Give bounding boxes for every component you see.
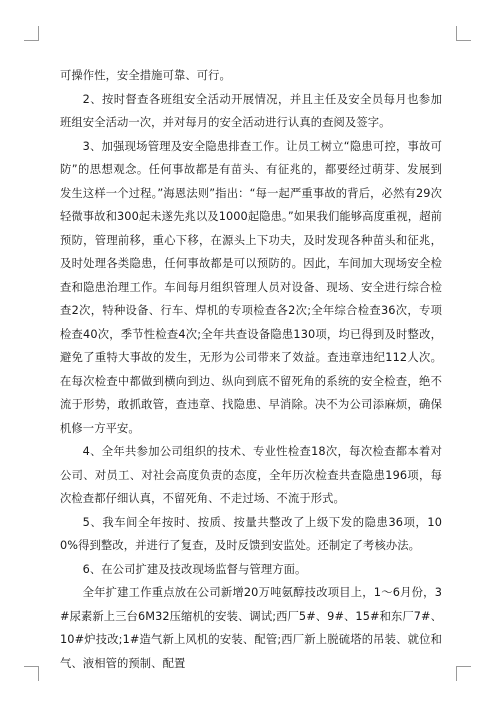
crop-mark-bottom-left	[24, 666, 39, 681]
paragraph-item-4: 4、全年共参加公司组织的技术、专业性检查18次，每次检查都本着对公司、对员工、对社会高度负责的态度，全年历次检查共查隐患196项，每次检查都仔细认真，不留死角、不走过场、不流于形式。	[60, 445, 442, 505]
paragraph-expansion-work: 全年扩建工作重点放在公司新增20万吨氨醇技改项目上，1～6月份，3#尿素新上三台6M32压缩机的安装、调试;西厂5#、9#、15#和东厂7#、10#炉技改;1#造气新上风机的安装、配管;西厂新上脱硫塔的吊装、就位和气、液相管的预制、配置	[60, 586, 443, 670]
crop-mark-bottom-right	[456, 666, 471, 681]
crop-mark-top-left	[24, 26, 39, 41]
paragraph-continuation: 可操作性，安全措施可靠、可行。	[60, 69, 231, 82]
paragraph-item-6: 6、在公司扩建及技改现场监督与管理方面。	[82, 562, 307, 576]
document-body	[60, 64, 442, 675]
paragraph-item-5: 5、我车间全年按时、按质、按量共整改了上级下发的隐患36项，100%得到整改，并进行了复查，及时反馈到安监处。还制定了考核办法。	[60, 515, 442, 552]
paragraph-item-3: 3、加强现场管理及安全隐患排查工作。让员工树立“隐患可控，事故可防”的思想观念。任何事故都是有苗头、有征兆的，都要经过萌芽、发展到发生这样一个过程。”海恩法则”指出：“每一起严重事故的背后，必然有29次轻微事故和300起未遂先兆以及1000起隐患。”如果我们能够高度重视，超前预防，管理前移，重心下移，在源头上下功夫，及时发现各种苗头和征兆，及时处理各类隐患，任何事故都是可以预防的。因此，车间加大现场安全检查和隐患治理工作。车间每月组织管理人员对设备、现场、安全进行综合检查2次，特种设备、行车、焊机的专项检查各2次;全年综合检查36次，专项检查40次，季节性检查4次;全年共查设备隐患130项，均已得到及时整改，避免了重特大事故的发生，无形为公司带来了效益。查违章违纪112人次。在每次检查中都做到横向到边、纵向到底不留死角的系统的安全检查，绝不流于形势，敢抓敢管，查违章、找隐患、早消除。决不为公司添麻烦，确保机修一方平安。	[60, 139, 442, 435]
paragraph-item-2: 2、按时督查各班组安全活动开展情况，并且主任及安全员每月也参加班组安全活动一次，并对每月的安全活动进行认真的查阅及签字。	[60, 92, 442, 129]
crop-mark-top-right	[456, 26, 471, 41]
